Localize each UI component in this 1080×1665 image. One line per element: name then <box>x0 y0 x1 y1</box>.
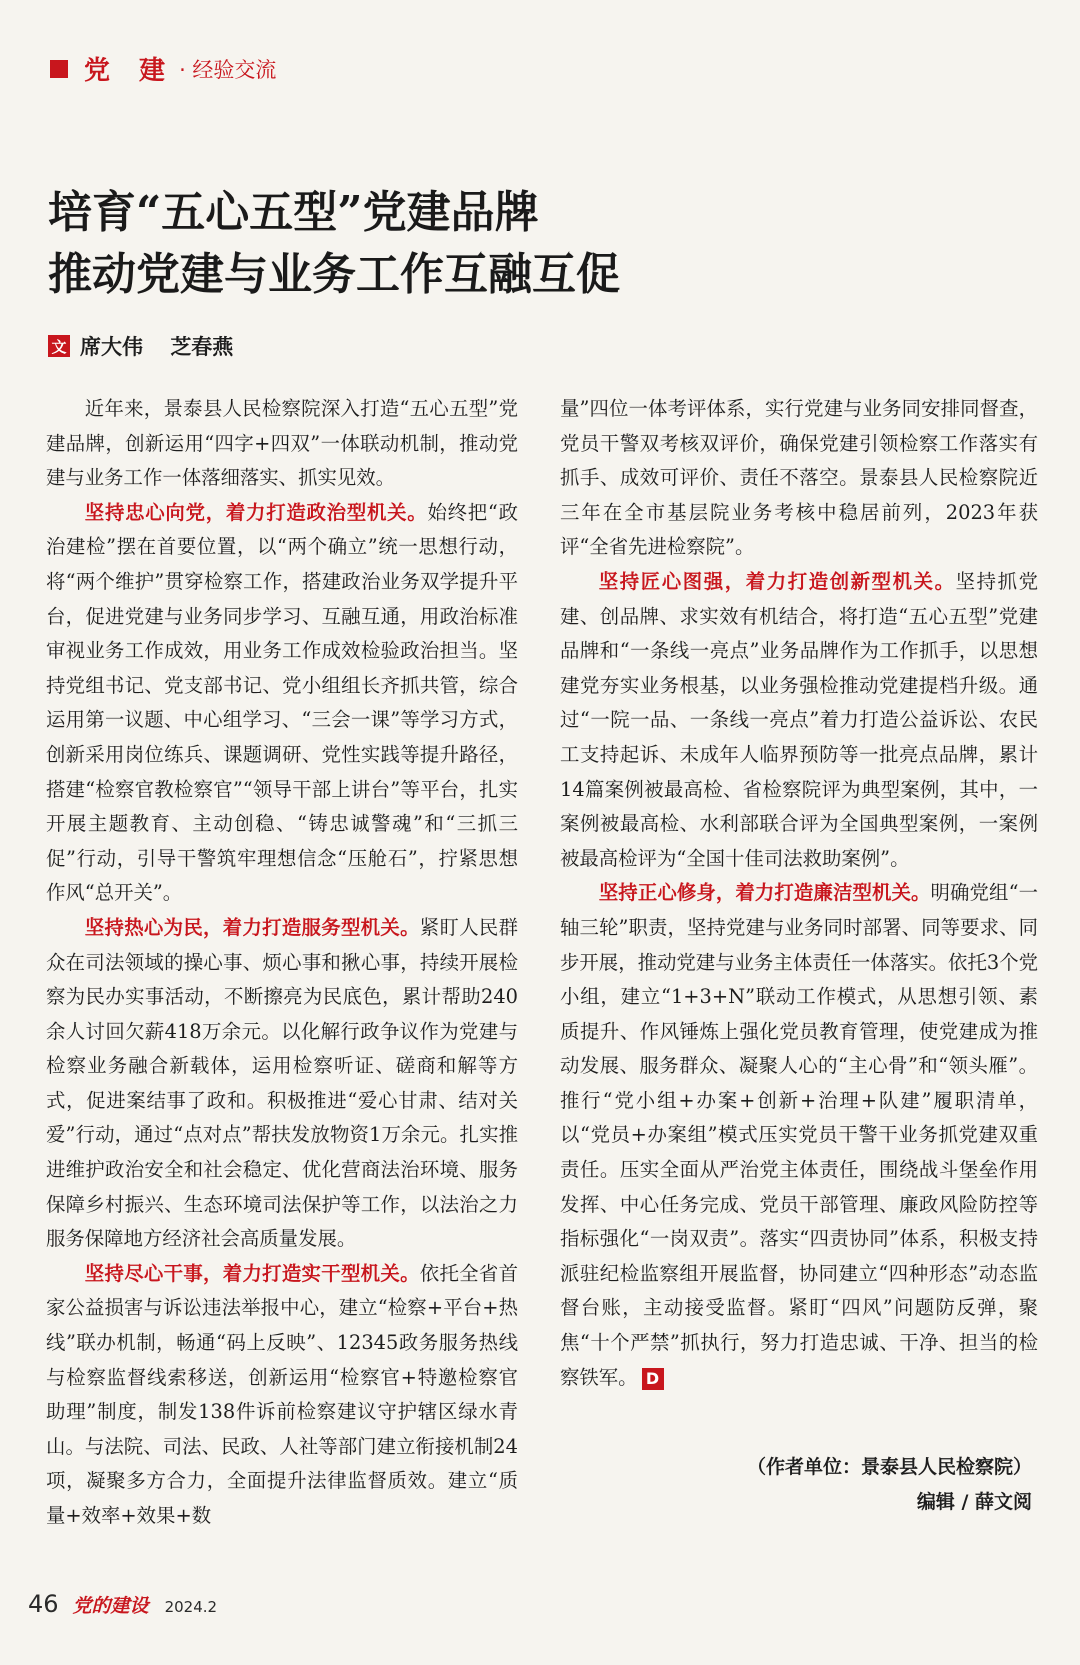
magazine-logo: 党的建设 <box>72 1595 149 1617</box>
end-mark-icon: D <box>642 1368 664 1390</box>
paragraph-text: 近年来，景泰县人民检察院深入打造“五心五型”党建品牌，创新运用“四字+四双”一体联动机制，推动党建与业务工作一体落细落实、抓实见效。 <box>46 397 518 490</box>
paragraph <box>46 392 518 496</box>
author-names <box>80 331 253 361</box>
page-number: 46 <box>28 1590 59 1618</box>
author-unit: （作者单位：景泰县人民检察院） <box>746 1456 1032 1478</box>
paragraph-lead: 坚持匠心图强，着力打造创新型机关。 <box>598 569 956 593</box>
paragraph-lead: 坚持忠心向党，着力打造政治型机关。 <box>84 500 428 524</box>
paragraph-text: 量”四位一体考评体系，实行党建与业务同安排同督查，党员干警双考核双评价，确保党建引领检察工作落实有抓手、成效可评价、责任不落空。景泰县人民检察院近三年在全市基层院业务考核中稳居前列，2023年获评“全省先进检察院”。 <box>560 397 1038 559</box>
paragraph-text: 坚持抓党建、创品牌、求实效有机结合，将打造“五心五型”党建品牌和“一条线一亮点”业务品牌作为工作抓手，以思想建党夯实业务根基，以业务强检推动党建提档升级。通过“一院一品、一条线一亮点”着力打造公益诉讼、农民工支持起诉、未成年人临界预防等一批亮点品牌，累计14篇案例被最高检、省检察院评为典型案例，其中，一案例被最高检、水利部联合评为全国典型案例，一案例被最高检评为“全国十佳司法救助案例”。 <box>560 569 1039 870</box>
paragraph-lead: 坚持热心为民，着力打造服务型机关。 <box>84 915 420 939</box>
author-name: 芝春燕 <box>170 335 234 359</box>
page-footer <box>28 1590 217 1618</box>
issue-number: 2024.2 <box>164 1598 218 1616</box>
paragraph <box>560 876 1038 1395</box>
right-column <box>560 392 1038 1395</box>
paragraph <box>46 911 518 1257</box>
section-header <box>50 50 276 87</box>
byline <box>48 331 253 361</box>
section-square-icon <box>50 60 68 78</box>
paragraph <box>560 565 1038 876</box>
byline-badge-icon: 文 <box>48 335 70 357</box>
title-line-2: 推动党建与业务工作互融互促 <box>48 249 620 300</box>
paragraph-text: 依托全省首家公益损害与诉讼违法举报中心，建立“检察+平台+热线”联办机制，畅通“码上反映”、12345政务服务热线与检察监督线索移送，创新运用“检察官+特邀检察官助理”制度，制发138件诉前检察建议守护辖区绿水青山。与法院、司法、民政、人社等部门建立衔接机制24项，凝聚多方合力，全面提升法律监督质效。建立“质量+效率+效果+数 <box>46 1261 519 1527</box>
left-column <box>46 392 518 1534</box>
paragraph-text: 紧盯人民群众在司法领域的操心事、烦心事和揪心事，持续开展检察为民办实事活动，不断擦亮为民底色，累计帮助240余人讨回欠薪418万余元。以化解行政争议作为党建与检察业务融合新载体，运用检察听证、磋商和解等方式，促进案结事了政和。积极推进“爱心甘肃、结对关爱”行动，通过“点对点”帮扶发放物资1万余元。扎实推进维护政治安全和社会稳定、优化营商法治环境、服务保障乡村振兴、生态环境司法保护等工作，以法治之力服务保障地方经济社会高质量发展。 <box>46 915 519 1251</box>
article-title <box>48 182 1028 306</box>
author-name: 席大伟 <box>80 335 143 359</box>
section-subname: · 经验交流 <box>179 57 277 82</box>
title-line-1: 培育“五心五型”党建品牌 <box>48 187 539 238</box>
paragraph-lead: 坚持正心修身，着力打造廉洁型机关。 <box>598 881 931 905</box>
paragraph <box>46 1257 518 1534</box>
section-name: 党 建 <box>84 56 176 86</box>
paragraph-text: 明确党组“一轴三轮”职责，坚持党建与业务同时部署、同等要求、同步开展，推动党建与业务主体责任一体落实。依托3个党小组，建立“1+3+N”联动工作模式，从思想引领、素质提升、作风锤炼上强化党员教育管理，使党建成为推动发展、服务群众、凝聚人心的“主心骨”和“领头雁”。推行“党小组+办案+创新+治理+队建”履职清单，以“党员+办案组”模式压实党员干警干业务抓党建双重责任。压实全面从严治党主体责任，围绕战斗堡垒作用发挥、中心任务完成、党员干部管理、廉政风险防控等指标强化“一岗双责”。落实“四责协同”体系，积极支持派驻纪检监察组开展监督，协同建立“四种形态”动态监督台账，主动接受监督。紧盯“四风”问题防反弹，聚焦“十个严禁”抓执行，努力打造忠诚、干净、担当的检察铁军。 <box>560 881 1038 1389</box>
paragraph-text: 始终把“政治建检”摆在首要位置，以“两个确立”统一思想行动，将“两个维护”贯穿检察工作，搭建政治业务双学提升平台，促进党建与业务同步学习、互融互通，用政治标准审视业务工作成效，用业务工作成效检验政治担当。坚持党组书记、党支部书记、党小组组长齐抓共管，综合运用第一议题、中心组学习、“三会一课”等学习方式，创新采用岗位练兵、课题调研、党性实践等提升路径，搭建“检察官教检察官”“领导干部上讲台”等平台，扎实开展主题教育、主动创稳、“铸忠诚警魂”和“三抓三促”行动，引导干警筑牢理想信念“压舱石”，拧紧思想作风“总开关”。 <box>46 500 518 905</box>
paragraph <box>46 496 518 911</box>
paragraph <box>560 392 1038 565</box>
editor-credit: 编辑 / 薛文阅 <box>916 1491 1032 1513</box>
paragraph-lead: 坚持尽心干事，着力打造实干型机关。 <box>84 1261 420 1285</box>
